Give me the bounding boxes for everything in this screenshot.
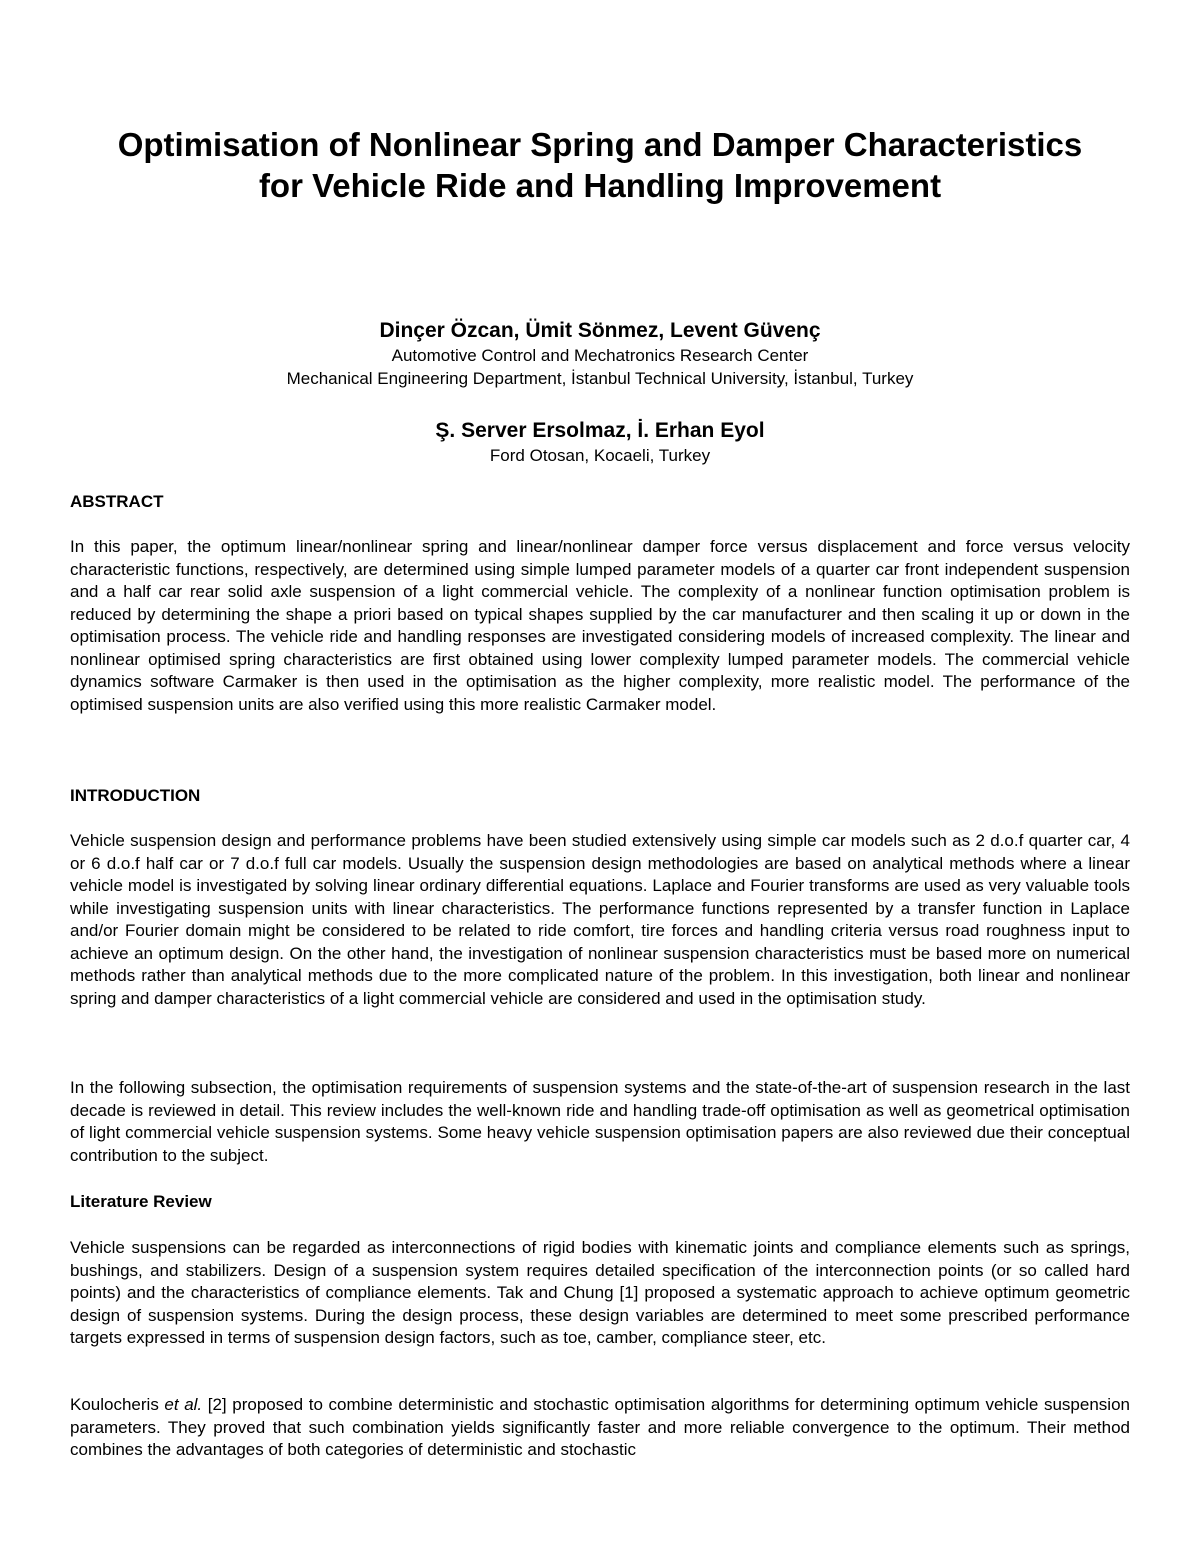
affiliation-center: Automotive Control and Mechatronics Research Center <box>391 346 809 365</box>
paper-title <box>70 124 1130 206</box>
paragraph-text: [2] proposed to combine deterministic and stochastic optimisation algorithms for determining optimum vehicle suspension parameters. They proved that such combination yields significantly faster and more reliable convergence to the optimum. Their method combines the advantages of both categories of deterministic and stochastic <box>70 1395 1130 1459</box>
affiliation-company: Ford Otosan, Kocaeli, Turkey <box>489 446 711 465</box>
citation-et-al: et al. <box>164 1395 203 1414</box>
affiliation-department: Mechanical Engineering Department, İstanbul Technical University, İstanbul, Turkey <box>286 369 914 388</box>
author-block-1 <box>70 318 1130 390</box>
literature-review-paragraph-2 <box>70 1394 1130 1462</box>
author-names-1: Dinçer Özcan, Ümit Sönmez, Levent Güvenç <box>379 319 821 342</box>
introduction-heading: INTRODUCTION <box>70 786 201 805</box>
author-block-2 <box>70 418 1130 467</box>
abstract-heading: ABSTRACT <box>70 492 164 511</box>
citation-author: Koulocheris <box>70 1395 165 1414</box>
abstract-text: In this paper, the optimum linear/nonlinear spring and linear/nonlinear damper force versus displacement and force versus velocity characteristic functions, respectively, are determined using simple lumped parameter models of a quarter car front independent suspension and a half car rear solid axle suspension of a light commercial vehicle. The complexity of a nonlinear function optimisation problem is reduced by determining the shape a priori based on typical shapes supplied by the car manufacturer and then scaling it up or down in the optimisation process. The vehicle ride and handling responses are investigated considering models of increased complexity. The linear and nonlinear optimised spring characteristics are first obtained using lower complexity lumped parameter models. The commercial vehicle dynamics software Carmaker is then used in the optimisation as the higher complexity, more realistic model. The performance of the optimised suspension units are also verified using this more realistic Carmaker model. <box>70 537 1130 714</box>
literature-review-heading: Literature Review <box>70 1192 212 1211</box>
title-line-1: Optimisation of Nonlinear Spring and Damper Characteristics <box>117 126 1083 163</box>
author-names-2: Ş. Server Ersolmaz, İ. Erhan Eyol <box>435 419 765 442</box>
introduction-paragraph-1: Vehicle suspension design and performance problems have been studied extensively using simple car models such as 2 d.o.f quarter car, 4 or 6 d.o.f half car or 7 d.o.f full car models. Usually the suspension design methodologies are based on analytical methods where a linear vehicle model is investigated by solving linear ordinary differential equations. Laplace and Fourier transforms are used as very valuable tools while investigating suspension units with linear characteristics. The performance functions represented by a transfer function in Laplace and/or Fourier domain might be considered to be related to ride comfort, tire forces and handling criteria versus road roughness input to achieve an optimum design. On the other hand, the investigation of nonlinear suspension characteristics must be based more on numerical methods rather than analytical methods due to the more complicated nature of the problem. In this investigation, both linear and nonlinear spring and damper characteristics of a light commercial vehicle are considered and used in the optimisation study. <box>70 831 1130 1008</box>
introduction-paragraph-2: In the following subsection, the optimisation requirements of suspension systems and the state-of-the-art of suspension research in the last decade is reviewed in detail. This review includes the well-known ride and handling trade-off optimisation as well as geometrical optimisation of light commercial vehicle suspension systems. Some heavy vehicle suspension optimisation papers are also reviewed due their conceptual contribution to the subject. <box>70 1078 1130 1165</box>
literature-review-paragraph-1: Vehicle suspensions can be regarded as interconnections of rigid bodies with kinematic joints and compliance elements such as springs, bushings, and stabilizers. Design of a suspension system requires detailed specification of the interconnection points (or so called hard points) and the characteristics of compliance elements. Tak and Chung [1] proposed a systematic approach to achieve optimum geometric design of suspension systems. During the design process, these design variables are determined to meet some prescribed performance targets expressed in terms of suspension design factors, such as toe, camber, compliance steer, etc. <box>70 1238 1130 1347</box>
title-line-2: for Vehicle Ride and Handling Improvement <box>258 167 942 204</box>
